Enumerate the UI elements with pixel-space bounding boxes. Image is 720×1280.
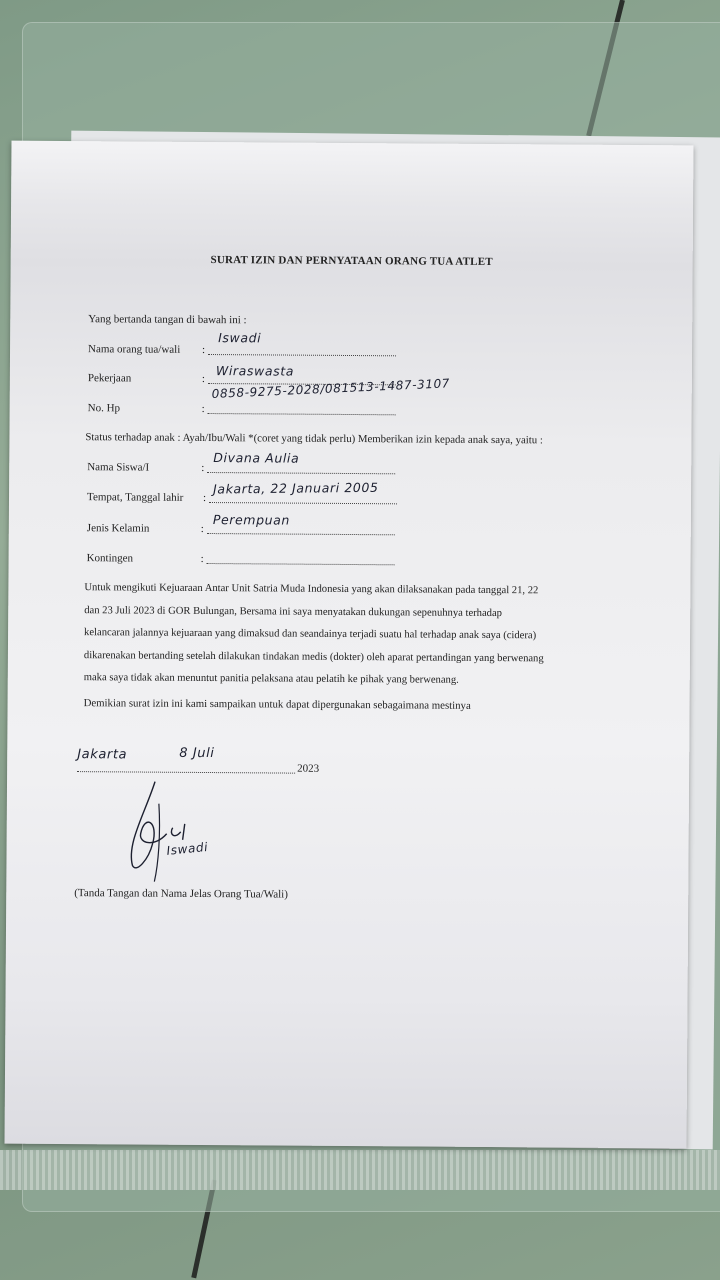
field-label-student-name: Nama Siswa/I [87, 461, 150, 474]
gender-value: Perempuan [212, 512, 290, 528]
occupation-value: Wiraswasta [215, 363, 295, 379]
field-label-phone: No. Hp [87, 402, 121, 415]
field-label-gender: Jenis Kelamin [86, 522, 150, 535]
paragraph-line: dan 23 Juli 2023 di GOR Bulungan, Bersama ini saya menyatakan dukungan sepenuhnya terhadap [84, 604, 503, 619]
fill-line [207, 472, 395, 474]
phone-value: 0858-9275-2028/081513-1487-3107 [211, 376, 451, 402]
fill-line [207, 563, 395, 565]
colon: : [200, 552, 204, 565]
colon: : [202, 343, 206, 356]
field-label-parent-name: Nama orang tua/wali [88, 343, 181, 356]
colon: : [201, 461, 205, 474]
colon: : [201, 372, 205, 385]
paragraph-line: maka saya tidak akan menuntut panitia pelaksana atau pelatih ke pihak yang berwenang. [83, 672, 459, 686]
field-label-contingent: Kontingen [86, 552, 134, 565]
status-line: Status terhadap anak : Ayah/Ibu/Wali *(coret yang tidak perlu) Memberikan izin kepada anak saya, yaitu : [85, 431, 543, 447]
fill-line [207, 533, 395, 535]
intro-text: Yang bertanda tangan di bawah ini : [88, 313, 247, 327]
letter-title: SURAT IZIN DAN PERNYATAAN ORANG TUA ATLET [210, 254, 493, 268]
fill-line [208, 413, 396, 415]
colon: : [202, 491, 207, 504]
colon: : [200, 522, 204, 535]
closing-text: Demikian surat izin ini kami sampaikan untuk dapat dipergunakan sebagaimana mestinya [83, 697, 471, 712]
signature-name: Iswadi [165, 839, 209, 858]
parent-name-value: Iswadi [218, 330, 262, 346]
fill-line [209, 502, 397, 504]
fill-line [208, 354, 396, 356]
signature-drawing [114, 773, 275, 884]
paragraph-line: Untuk mengikuti Kejuaraan Antar Unit Satria Muda Indonesia yang akan dilaksanakan pada tanggal 21, 22 [84, 582, 539, 597]
field-label-occupation: Pekerjaan [87, 372, 132, 385]
birth-value: Jakarta, 22 Januari 2005 [213, 479, 379, 497]
statement-paragraph [84, 577, 625, 693]
letter-sheet [5, 141, 694, 1149]
sleeve-edge [0, 1150, 720, 1190]
colon: : [201, 402, 205, 415]
signature-caption: (Tanda Tangan dan Nama Jelas Orang Tua/Wali) [74, 887, 288, 901]
date-value: 8 Juli [179, 745, 215, 762]
paragraph-line: kelancaran jalannya kejuaraan yang dimaksud dan seandainya terjadi suatu hal terhadap anak saya (cidera) [84, 627, 537, 642]
field-label-birth: Tempat, Tanggal lahir [86, 491, 184, 504]
student-name-value: Divana Aulia [213, 450, 300, 466]
year-text: 2023 [297, 762, 320, 775]
place-value: Jakarta [77, 747, 128, 763]
paragraph-line: dikarenakan bertanding setelah dilakukan tindakan medis (dokter) oleh aparat pertandingan yang berwenang [83, 649, 544, 664]
